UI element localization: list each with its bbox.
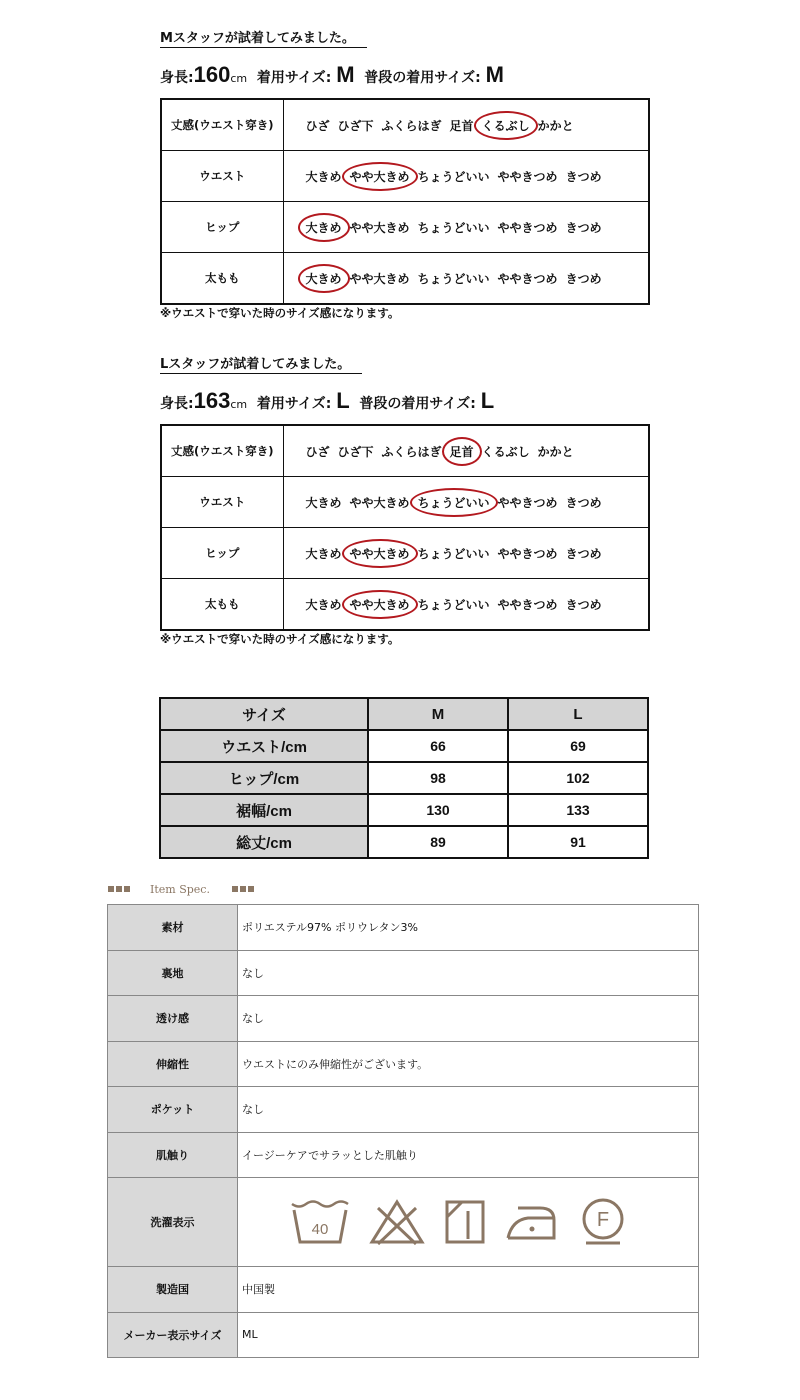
table-row: [108, 905, 699, 951]
size-cell: 133: [508, 794, 648, 826]
dry-clean-f-icon: [578, 1197, 628, 1247]
spec-key: 透け感: [108, 996, 238, 1042]
fit-option: ちょうどいい: [417, 271, 490, 286]
table-row: [160, 730, 648, 762]
size-header-cell: サイズ: [160, 698, 368, 730]
fit-option-selected: やや大きめ: [346, 164, 414, 189]
wash-temp-label: 40: [311, 1221, 329, 1238]
fit-option-selected: やや大きめ: [346, 592, 414, 617]
fit-option-selected: やや大きめ: [346, 541, 414, 566]
fit-option-selected: くるぶし: [478, 113, 534, 138]
table-row: [161, 425, 649, 477]
table-row: [160, 762, 648, 794]
fit-option: かかと: [537, 118, 574, 133]
spec-key: 裏地: [108, 950, 238, 996]
fit-option: ちょうどいい: [417, 546, 490, 561]
square-bullet-icon: [116, 886, 122, 892]
height-unit: cm: [230, 398, 248, 411]
fit-option: ややきつめ: [497, 169, 558, 184]
size-cell: 102: [508, 762, 648, 794]
fit-row-label: ヒップ: [161, 528, 283, 579]
size-row-label: ヒップ/cm: [160, 762, 368, 794]
table-row: [108, 1132, 699, 1178]
size-table: [159, 697, 649, 859]
size-row-label: ウエスト/cm: [160, 730, 368, 762]
fit-option: ややきつめ: [497, 546, 558, 561]
fit-option: ややきつめ: [497, 271, 558, 286]
fit-option: きつめ: [565, 169, 602, 184]
square-bullet-icon: [232, 886, 238, 892]
spec-key: 伸縮性: [108, 1041, 238, 1087]
spec-key: 肌触り: [108, 1132, 238, 1178]
table-row: [161, 99, 649, 151]
square-bullet-icon: [108, 886, 114, 892]
fit-option: やや大きめ: [349, 271, 410, 286]
fit-option: ひざ: [305, 118, 330, 133]
fit-option: ややきつめ: [497, 495, 558, 510]
fit-option: かかと: [537, 444, 574, 459]
table-row: [108, 1087, 699, 1133]
table-row: [161, 202, 649, 253]
fit-option: ひざ下: [337, 118, 374, 133]
fit-option: きつめ: [565, 271, 602, 286]
m-staff-title: Mスタッフが試着してみました。: [160, 27, 367, 48]
fit-options-cell: [283, 202, 649, 253]
spec-value: なし: [238, 950, 699, 996]
fit-option: きつめ: [565, 495, 602, 510]
size-cell: 89: [368, 826, 508, 858]
fit-options-cell: [283, 477, 649, 528]
spec-key: メーカー表示サイズ: [108, 1312, 238, 1358]
iron-low-icon: [504, 1200, 560, 1244]
m-staff-stats: [160, 62, 504, 88]
spec-key: 製造国: [108, 1267, 238, 1313]
table-row: [161, 477, 649, 528]
care-label-row: [108, 1178, 699, 1267]
item-spec-table: [107, 904, 699, 1358]
wear-size-label: 着用サイズ:: [256, 396, 332, 412]
fit-option: 大きめ: [305, 597, 342, 612]
fit-option: きつめ: [565, 597, 602, 612]
size-header-cell: L: [508, 698, 648, 730]
usual-size-value: L: [480, 388, 495, 413]
item-spec-heading: [108, 880, 256, 898]
usual-size-label: 普段の着用サイズ:: [359, 396, 476, 412]
height-label: 身長:: [160, 396, 194, 412]
spec-value: ウエストにのみ伸縮性がございます。: [238, 1041, 699, 1087]
fit-option: 大きめ: [305, 169, 342, 184]
table-row: [108, 996, 699, 1042]
fit-option: 大きめ: [305, 546, 342, 561]
wear-size-label: 着用サイズ:: [256, 70, 332, 86]
fit-option: ふくらはぎ: [381, 444, 442, 459]
square-bullet-icon: [124, 886, 130, 892]
height-label: 身長:: [160, 70, 194, 86]
fit-row-label: ヒップ: [161, 202, 283, 253]
table-row: [108, 1267, 699, 1313]
table-row: [161, 253, 649, 305]
wear-size-value: L: [336, 388, 350, 413]
spec-value: 中国製: [238, 1267, 699, 1313]
height-value: 163: [193, 388, 231, 413]
fit-option: きつめ: [565, 546, 602, 561]
fit-option-selected: 足首: [446, 439, 478, 464]
spec-value: イージーケアでサラッとした肌触り: [238, 1132, 699, 1178]
spec-value: なし: [238, 996, 699, 1042]
fit-option: ひざ下: [337, 444, 374, 459]
fit-option: きつめ: [565, 220, 602, 235]
table-row: [108, 950, 699, 996]
fit-options-cell: [283, 579, 649, 631]
table-row: [108, 1041, 699, 1087]
fit-row-label: 丈感(ウエスト穿き): [161, 99, 283, 151]
m-staff-note: ※ウエストで穿いた時のサイズ感になります。: [160, 306, 400, 320]
fit-row-label: ウエスト: [161, 477, 283, 528]
height-unit: cm: [230, 72, 248, 85]
fit-row-label: 太もも: [161, 253, 283, 305]
fit-option-selected: 大きめ: [302, 215, 346, 240]
table-row: [160, 794, 648, 826]
fit-option: ちょうどいい: [417, 597, 490, 612]
spec-value: ML: [238, 1312, 699, 1358]
fit-option: ややきつめ: [497, 220, 558, 235]
fit-option: やや大きめ: [349, 495, 410, 510]
usual-size-value: M: [485, 62, 504, 87]
square-bullet-icon: [248, 886, 254, 892]
size-cell: 66: [368, 730, 508, 762]
fit-options-cell: [283, 151, 649, 202]
dry-flat-shade-icon: [444, 1199, 486, 1245]
table-row: [161, 528, 649, 579]
fit-option: ふくらはぎ: [381, 118, 442, 133]
fit-option: やや大きめ: [349, 220, 410, 235]
fit-option: 大きめ: [305, 495, 342, 510]
table-row: [161, 151, 649, 202]
fit-row-label: 太もも: [161, 579, 283, 631]
table-row: [161, 579, 649, 631]
fit-option: くるぶし: [481, 444, 530, 459]
spec-key: ポケット: [108, 1087, 238, 1133]
size-row-label: 総丈/cm: [160, 826, 368, 858]
fit-option-selected: 大きめ: [302, 266, 346, 291]
fit-option-selected: ちょうどいい: [414, 490, 494, 515]
item-spec-title: Item Spec.: [150, 882, 210, 896]
fit-options-cell: [283, 253, 649, 305]
l-staff-stats: [160, 388, 494, 414]
square-bullet-icon: [240, 886, 246, 892]
size-table-header: [160, 698, 648, 730]
spec-value: なし: [238, 1087, 699, 1133]
spec-key: 素材: [108, 905, 238, 951]
l-staff-fit-table: [160, 424, 650, 631]
size-header-cell: M: [368, 698, 508, 730]
l-staff-title: Lスタッフが試着してみました。: [160, 353, 362, 374]
usual-size-label: 普段の着用サイズ:: [364, 70, 481, 86]
dry-clean-letter: F: [596, 1209, 610, 1231]
no-bleach-icon: [368, 1198, 426, 1246]
size-cell: 91: [508, 826, 648, 858]
fit-options-cell: [283, 425, 649, 477]
fit-option: ちょうどいい: [417, 169, 490, 184]
fit-option: ひざ: [305, 444, 330, 459]
fit-row-label: ウエスト: [161, 151, 283, 202]
height-value: 160: [193, 62, 231, 87]
wear-size-value: M: [336, 62, 355, 87]
m-staff-fit-table: [160, 98, 650, 305]
care-icons-cell: [238, 1178, 699, 1267]
wash-40-icon: [290, 1198, 350, 1246]
size-cell: 69: [508, 730, 648, 762]
size-row-label: 裾幅/cm: [160, 794, 368, 826]
size-cell: 98: [368, 762, 508, 794]
table-row: [108, 1312, 699, 1358]
fit-option: 足首: [449, 118, 474, 133]
l-staff-note: ※ウエストで穿いた時のサイズ感になります。: [160, 632, 400, 646]
fit-option: ややきつめ: [497, 597, 558, 612]
table-row: [160, 826, 648, 858]
size-cell: 130: [368, 794, 508, 826]
spec-value: ポリエステル97% ポリウレタン3%: [238, 905, 699, 951]
fit-row-label: 丈感(ウエスト穿き): [161, 425, 283, 477]
fit-options-cell: [283, 528, 649, 579]
spec-key: 洗濯表示: [108, 1178, 238, 1267]
fit-options-cell: [283, 99, 649, 151]
fit-option: ちょうどいい: [417, 220, 490, 235]
